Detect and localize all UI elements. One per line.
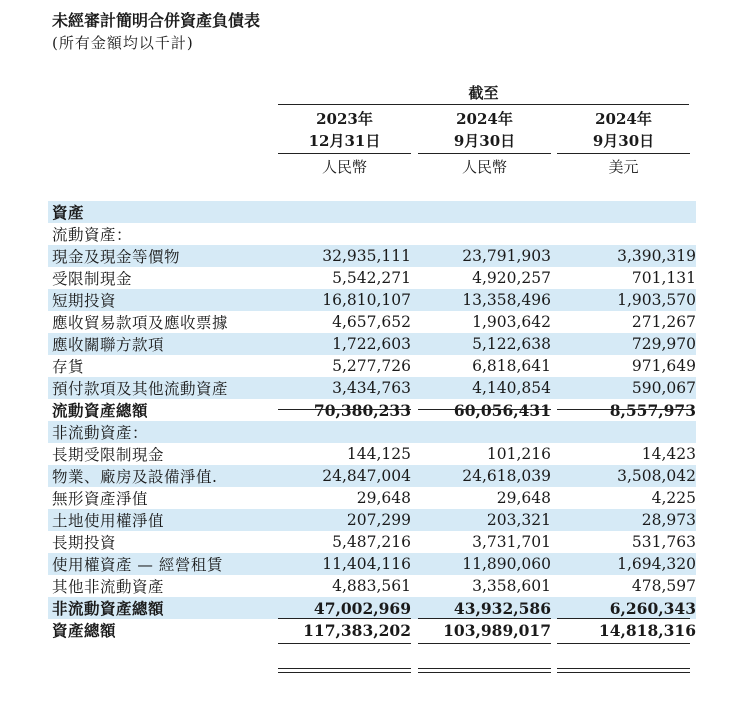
row-label: 現金及現金等價物 — [48, 245, 278, 267]
cell-value-col1: 16,810,107 — [278, 289, 411, 311]
table-row — [48, 575, 696, 597]
table-row — [48, 443, 696, 465]
cell-value-col2: 60,056,431 — [453, 400, 551, 420]
row-label: 其他非流動資產 — [52, 578, 165, 596]
balance-sheet-table — [48, 201, 696, 641]
cell-value-col1: 29,648 — [356, 489, 411, 507]
row-label: 受限制現金 — [52, 270, 133, 288]
currency-header-3: 美元 — [608, 158, 639, 176]
currency-header-1: 人民幣 — [321, 158, 367, 176]
cell-value-col2: 5,122,638 — [418, 333, 551, 355]
total-double-rule-2 — [418, 668, 551, 673]
cell-value-col1: 5,487,216 — [332, 533, 411, 551]
column-gap — [411, 377, 418, 399]
row-label: 物業、廠房及設備淨值. — [48, 465, 278, 487]
cell-value-col2: 4,140,854 — [418, 377, 551, 399]
table-row — [48, 333, 696, 355]
cell-value-col1: 5,542,271 — [332, 269, 411, 287]
column-gap — [411, 311, 418, 333]
cell-value-col2: 101,216 — [486, 445, 551, 463]
cell-value-col2: 23,791,903 — [418, 245, 551, 267]
cell-value-col2 — [418, 421, 551, 443]
cell-value-col3 — [557, 201, 696, 223]
total-double-rule-3 — [557, 668, 690, 673]
cell-value-col2: 3,358,601 — [472, 577, 551, 595]
row-label: 存貨 — [52, 358, 85, 376]
cell-value-col3 — [557, 223, 696, 245]
column-gap — [411, 531, 418, 553]
cell-value-col1: 11,404,116 — [278, 553, 411, 575]
row-label: 資產 — [48, 201, 278, 223]
cell-value-col1 — [278, 223, 411, 245]
cell-value-col2: 29,648 — [496, 489, 551, 507]
column-gap — [411, 553, 418, 575]
cell-value-col1: 47,002,969 — [278, 597, 411, 619]
cell-value-col1: 1,722,603 — [278, 333, 411, 355]
column-year: 2024年 — [595, 110, 652, 128]
row-label: 資產總額 — [52, 621, 117, 640]
statement-subtitle: (所有金額均以千計) — [52, 34, 194, 52]
cell-value-col1: 70,380,233 — [313, 400, 411, 420]
column-gap — [411, 245, 418, 267]
column-gap — [411, 399, 418, 421]
cell-value-col1: 117,383,202 — [303, 620, 411, 640]
cell-value-col1: 144,125 — [346, 445, 411, 463]
column-gap — [411, 487, 418, 509]
table-row — [48, 223, 696, 245]
column-gap — [411, 333, 418, 355]
table-row — [48, 355, 696, 377]
subtotal-rule-1 — [278, 409, 411, 410]
column-gap — [411, 421, 418, 443]
cell-value-col3: 531,763 — [631, 533, 696, 551]
row-label: 無形資產淨值 — [52, 490, 149, 508]
cell-value-col1: 207,299 — [278, 509, 411, 531]
table-row — [48, 399, 696, 421]
cell-value-col1: 3,434,763 — [278, 377, 411, 399]
column-gap — [411, 267, 418, 289]
table-row — [48, 553, 696, 575]
cell-value-col3 — [557, 421, 696, 443]
table-row — [48, 597, 696, 619]
column-header-1 — [278, 108, 411, 152]
column-gap — [411, 619, 418, 641]
cell-value-col3: 14,423 — [641, 445, 696, 463]
column-gap — [411, 289, 418, 311]
noncurrent-subtotal-rule-1 — [278, 618, 411, 619]
row-label: 使用權資產 — 經營租賃 — [48, 553, 278, 575]
row-label: 長期投資 — [52, 534, 117, 552]
table-row — [48, 465, 696, 487]
column-header-3 — [557, 108, 690, 152]
row-label: 預付款項及其他流動資產 — [48, 377, 278, 399]
cell-value-col3: 1,694,320 — [557, 553, 696, 575]
table-row — [48, 311, 696, 333]
column-header-rule-2 — [418, 153, 551, 154]
statement-title: 未經審計簡明合併資產負債表 — [52, 11, 261, 30]
cell-value-col2: 13,358,496 — [418, 289, 551, 311]
column-gap — [411, 223, 418, 245]
table-row — [48, 267, 696, 289]
total-top-rule-1 — [278, 643, 411, 644]
cell-value-col2: 24,618,039 — [418, 465, 551, 487]
as-of-header: 截至 — [468, 84, 499, 102]
column-gap — [411, 443, 418, 465]
total-top-rule-2 — [418, 643, 551, 644]
cell-value-col1: 32,935,111 — [278, 245, 411, 267]
cell-value-col3: 6,260,343 — [557, 597, 696, 619]
total-top-rule-3 — [557, 643, 690, 644]
table-row — [48, 487, 696, 509]
table-row — [48, 289, 696, 311]
column-gap — [411, 509, 418, 531]
cell-value-col2 — [418, 223, 551, 245]
column-gap — [411, 201, 418, 223]
cell-value-col2: 6,818,641 — [472, 357, 551, 375]
cell-value-col3: 3,390,319 — [557, 245, 696, 267]
balance-sheet-rows — [48, 201, 696, 641]
cell-value-col3: 8,557,973 — [609, 400, 696, 420]
cell-value-col1: 24,847,004 — [278, 465, 411, 487]
row-label: 應收關聯方款項 — [48, 333, 278, 355]
column-year: 2024年 — [456, 110, 513, 128]
total-double-rule-1 — [278, 668, 411, 673]
cell-value-col3: 971,649 — [631, 357, 696, 375]
table-row — [48, 421, 696, 443]
row-label: 流動資產總額 — [52, 401, 149, 420]
row-label: 流動資產： — [52, 226, 133, 244]
column-header-2 — [418, 108, 551, 152]
cell-value-col1: 5,277,726 — [332, 357, 411, 375]
cell-value-col3: 3,508,042 — [557, 465, 696, 487]
column-gap — [411, 575, 418, 597]
column-gap — [411, 355, 418, 377]
row-label: 短期投資 — [48, 289, 278, 311]
table-row — [48, 531, 696, 553]
noncurrent-subtotal-rule-2 — [418, 618, 551, 619]
cell-value-col1 — [278, 421, 411, 443]
table-row — [48, 245, 696, 267]
row-label: 非流動資產總額 — [48, 597, 278, 619]
cell-value-col1 — [278, 201, 411, 223]
row-label: 長期受限制現金 — [52, 446, 165, 464]
cell-value-col2: 103,989,017 — [443, 620, 551, 640]
cell-value-col3: 729,970 — [557, 333, 696, 355]
noncurrent-subtotal-rule-3 — [557, 618, 690, 619]
table-row — [48, 619, 696, 641]
cell-value-col2: 203,321 — [418, 509, 551, 531]
column-date: 12月31日 — [308, 132, 381, 150]
cell-value-col1: 4,657,652 — [332, 313, 411, 331]
column-year: 2023年 — [316, 110, 373, 128]
row-label: 應收貿易款項及應收票據 — [52, 314, 229, 332]
as-of-rule — [278, 104, 689, 105]
currency-header-2: 人民幣 — [461, 158, 507, 176]
table-row — [48, 201, 696, 223]
table-row — [48, 509, 696, 531]
subtotal-rule-2 — [418, 409, 551, 410]
cell-value-col3: 701,131 — [631, 269, 696, 287]
column-header-rule-1 — [278, 153, 411, 154]
column-date: 9月30日 — [592, 132, 655, 150]
cell-value-col2 — [418, 201, 551, 223]
cell-value-col2: 11,890,060 — [418, 553, 551, 575]
cell-value-col3: 28,973 — [557, 509, 696, 531]
cell-value-col3: 478,597 — [631, 577, 696, 595]
column-date: 9月30日 — [453, 132, 516, 150]
column-header-rule-3 — [557, 153, 690, 154]
cell-value-col3: 1,903,570 — [557, 289, 696, 311]
cell-value-col1: 4,883,561 — [332, 577, 411, 595]
cell-value-col3: 14,818,316 — [598, 620, 696, 640]
cell-value-col3: 271,267 — [631, 313, 696, 331]
cell-value-col2: 4,920,257 — [472, 269, 551, 287]
row-label: 土地使用權淨值 — [48, 509, 278, 531]
cell-value-col3: 4,225 — [651, 489, 696, 507]
row-label: 非流動資產： — [48, 421, 278, 443]
cell-value-col3: 590,067 — [557, 377, 696, 399]
subtotal-rule-3 — [557, 409, 690, 410]
table-row — [48, 377, 696, 399]
cell-value-col2: 43,932,586 — [418, 597, 551, 619]
cell-value-col2: 3,731,701 — [472, 533, 551, 551]
column-gap — [411, 597, 418, 619]
column-gap — [411, 465, 418, 487]
cell-value-col2: 1,903,642 — [472, 313, 551, 331]
